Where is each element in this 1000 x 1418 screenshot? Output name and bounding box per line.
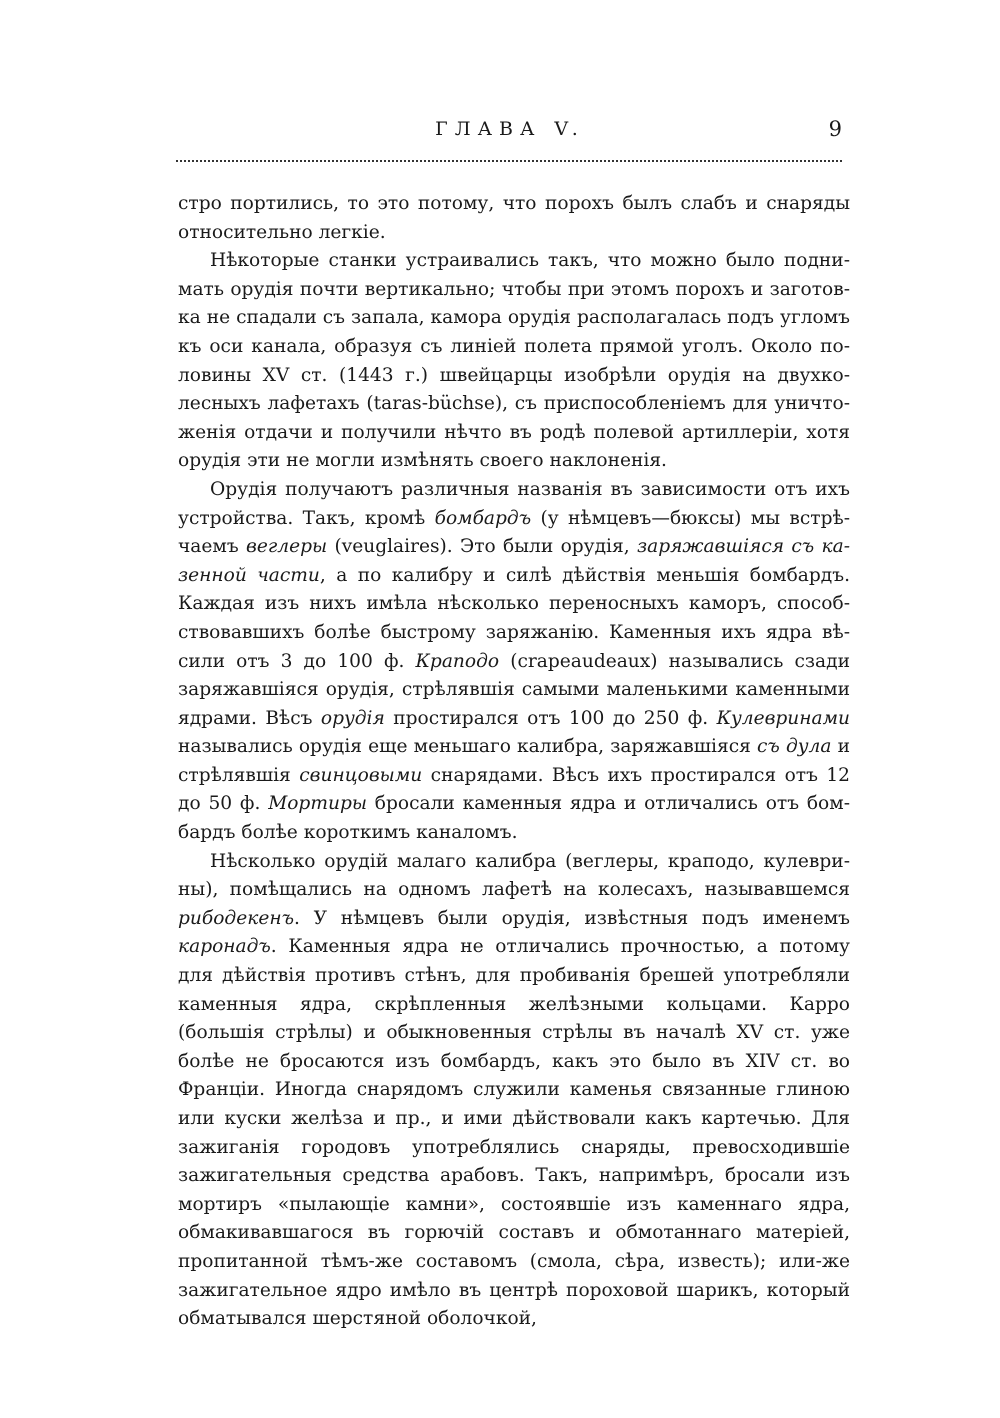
text-run: простирался отъ 100 до 250 ф. [384,707,717,729]
paragraph [178,476,850,848]
text-run: стро портились, то это потому, что порохъ былъ слабъ и снаряды относительно легкіе. [178,193,850,243]
italic-term: заряжавшіяся съ казенной части [178,536,850,586]
italic-term: бомбардъ [434,507,532,529]
italic-term: съ дула [756,736,832,758]
header-rule [176,160,842,162]
text-run: бросали каменныя ядра и отличались отъ бомбардъ болѣе короткимъ каналомъ. [178,793,850,844]
text-run: , а по калибру и силѣ дѣйствія меньшія бомбардъ. Каждая изъ нихъ имѣла нѣсколько переносныхъ каморъ, способствовавшихъ болѣе быстрому заряжанію. Каменныя ихъ ядра вѣсили отъ 3 до 100 ф. [178,564,850,672]
text-run: (у нѣмцевъ—бюксы) мы встрѣчаемъ [178,507,850,558]
text-run: (crapeaudeaux) назывались сзади заряжавшіяся орудія, стрѣлявшія самыми маленькими каменными ядрами. Вѣсъ [178,650,850,729]
text-run: назывались орудія еще меньшаго калибра, заряжавшіяся [178,736,757,758]
paragraph [178,190,850,247]
text-run: и стрѣлявшія [178,736,850,786]
paragraph [178,247,850,476]
text-run: . У нѣмцевъ были орудія, извѣстныя подъ именемъ [293,907,850,929]
italic-term: веглеры [246,536,328,558]
body-text [178,190,850,1334]
italic-term: Краподо [415,650,500,672]
text-run: снарядами. Вѣсъ ихъ простирался отъ 12 до 50 ф. [178,764,850,815]
chapter-title: ГЛАВА V. [435,118,585,140]
text-run: Орудія получаютъ различныя названія въ зависимости отъ ихъ устройства. Такъ, кромѣ [178,478,850,529]
text-run: Нѣсколько орудій малаго калибра (веглеры, краподо, кулеврины), помѣщались на одномъ лафетѣ на колесахъ, называвшемся [178,850,850,901]
running-head [176,112,844,146]
italic-term: Кулевринами [716,707,851,729]
paragraph [178,848,850,1334]
text-run: . Каменныя ядра не отличались прочностью, а потому для дѣйствія противъ стѣнъ, для пробиванія брешей употребляли каменныя ядра, скрѣпленныя желѣзными кольцами. Карро (большія стрѣлы) и обыкновенныя стрѣлы въ началѣ XV ст. уже болѣе не бросаются изъ бомбардъ, какъ это было въ XIV ст. во Франціи. Иногда снарядомъ служили каменья связанные глиною или куски желѣза и пр., и ими дѣйствовали какъ картечью. Для зажиганія городовъ употреблялись снаряды, превосходившіе зажигательныя средства арабовъ. Такъ, напримѣръ, бросали изъ мортиръ «пылающіе камни», состоявшіе изъ каменнаго ядра, обмакивавшагося въ горючій составъ и обмотаннаго матеріей, пропитанной тѣмъ-же составомъ (смола, сѣра, известь); или-же зажигательное ядро имѣло въ центрѣ пороховой шарикъ, который обматывался шерстяной оболочкой, [178,936,850,1330]
italic-term: Мортиры [268,793,367,815]
italic-term: рибодекенъ [178,907,294,929]
text-run: (veuglaires). Это были орудія, [327,536,637,558]
text-run: Нѣкоторые станки устраивались такъ, что можно было поднимать орудія почти вертикально; чтобы при этомъ порохъ и заготовка не спадали съ запала, камора орудія располагалась подъ угломъ къ оси канала, образуя съ линіей полета прямой уголъ. Около половины XV ст. (1443 г.) швейцарцы изобрѣли орудія на двухколесныхъ лафетахъ (taras-büchse), съ приспособленіемъ для уничтоженія отдачи и получили нѣчто въ родѣ полевой артиллеріи, хотя орудія эти не могли измѣнять своего наклоненія. [178,250,850,472]
page-number: 9 [828,117,842,141]
italic-term: свинцовыми [299,764,423,786]
italic-term: орудія [320,707,385,729]
italic-term: каронадъ [178,936,271,958]
